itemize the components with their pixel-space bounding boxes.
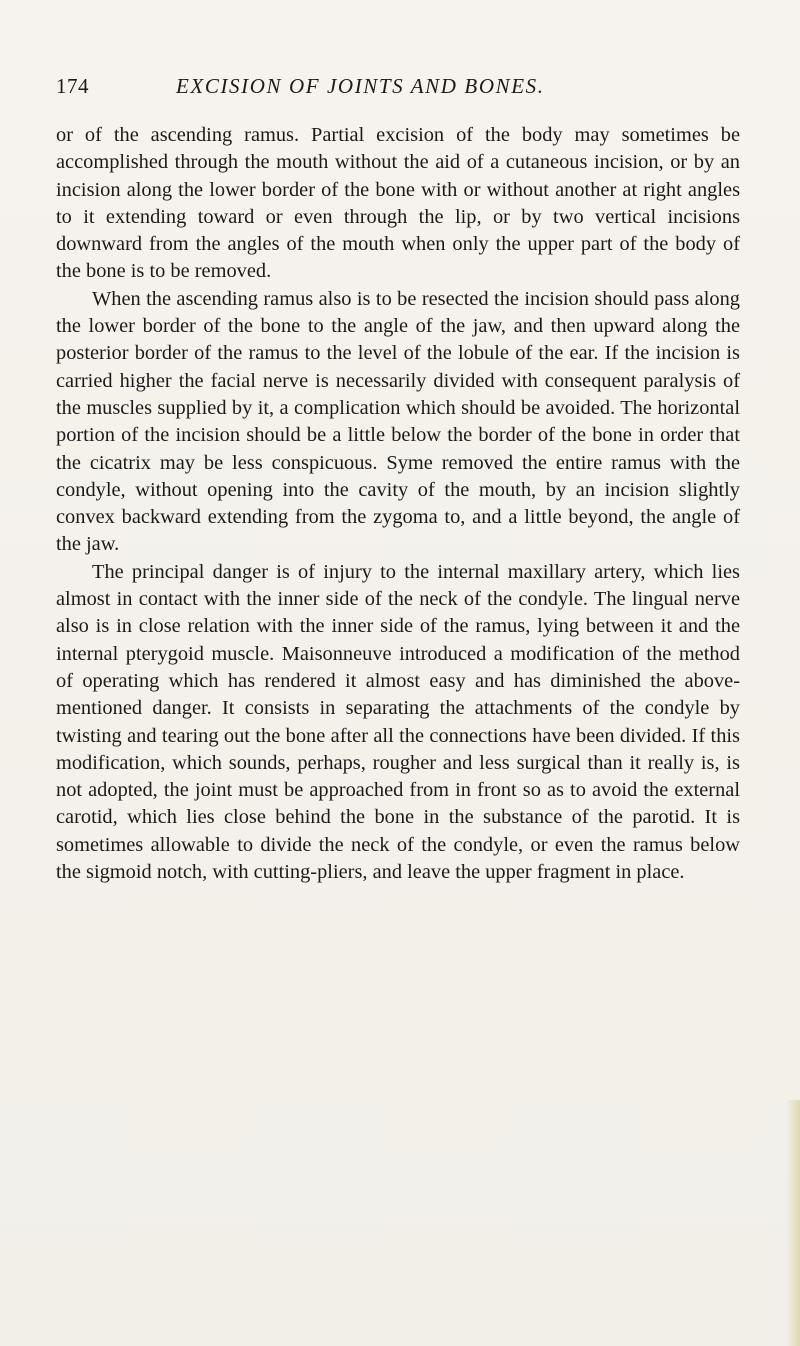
page-number: 174 <box>56 74 89 98</box>
paragraph-principal-danger: The principal danger is of injury to the internal maxillary artery, which lies almost in contact with the inner side of the neck of the condyle. The lingual nerve also is in close relation with the inner side of the ramus, lying between it and the internal pterygoid muscle. Maisonneuve introduced a modification of the method of operating which has rendered it almost easy and has diminished the above-mentioned danger. It consists in separating the attachments of the condyle by twisting and tearing out the bone after all the connections have been divided. If this modification, which sounds, perhaps, rougher and less surgical than it really is, is not adopted, the joint must be approached from in front so as to avoid the external carotid, which lies close behind the bone in the substance of the parotid. It is sometimes allowable to divide the neck of the condyle, or even the ramus below the sigmoid notch, with cutting-pliers, and leave the upper fragment in place. <box>56 560 740 884</box>
paragraph-ascending-ramus: When the ascending ramus also is to be resected the incision should pass along the lower border of the bone to the angle of the jaw, and then upward along the posterior border of the ramus to the level of the lobule of the ear. If the incision is carried higher the facial nerve is necessarily divided with consequent paralysis of the muscles supplied by it, a complication which should be avoided. The horizontal portion of the incision should be a little below the border of the bone in order that the cicatrix may be less conspicuous. Syme removed the entire ramus with the condyle, without opening into the cavity of the mouth, by an incision slightly convex backward extending from the zygoma to, and a little beyond, the angle of the jaw. <box>56 287 740 556</box>
body-text <box>56 122 740 886</box>
page-edge-stain <box>786 1100 800 1346</box>
paragraph-partial-excision: or of the ascending ramus. Partial excision of the body may sometimes be accomplished through the mouth without the aid of a cutaneous incision, or by an incision along the lower border of the bone with or without another at right angles to it extending toward or even through the lip, or by two vertical incisions downward from the angles of the mouth when only the upper part of the body of the bone is to be removed. <box>56 124 740 283</box>
running-head: EXCISION OF JOINTS AND BONES. <box>176 74 545 98</box>
page-header <box>56 74 736 104</box>
